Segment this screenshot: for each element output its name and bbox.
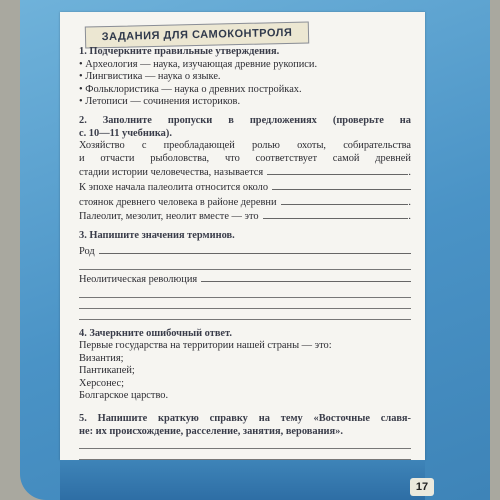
task-4-title: 4. Зачеркните ошибочный ответ. [79, 327, 232, 339]
task-1 [79, 46, 411, 109]
task-2-text: стадии истории человечества, называется [79, 167, 264, 179]
answer-line[interactable] [201, 272, 411, 282]
task-2-fill-row [79, 195, 411, 210]
statement-item[interactable]: • Археология — наука, изучающая древние рукописи. [79, 58, 318, 70]
section-title: ЗАДАНИЯ ДЛЯ САМОКОНТРОЛЯ [85, 21, 309, 48]
answer-option[interactable]: Херсонес; [79, 377, 125, 389]
task-2-fill-row [79, 165, 411, 180]
task-2 [79, 115, 411, 224]
period: . [408, 211, 411, 223]
task-1-title: 1. Подчеркните правильные утверждения. [79, 46, 280, 57]
task-2-title-line1: 2. Заполните пропуски в предложениях (проверьте на [79, 114, 411, 126]
statement-item[interactable]: • Лингвистика — наука о языке. [79, 71, 221, 83]
task-2-text: и отчасти рыболовства, что соответствует самой древней [79, 152, 411, 164]
answer-blank[interactable] [267, 165, 408, 175]
task-2-title-line2: с. 10—11 учебника). [79, 127, 172, 139]
page-content [79, 46, 411, 466]
task-2-text: Палеолит, мезолит, неолит вместе — это [79, 211, 259, 223]
answer-line[interactable] [79, 438, 411, 449]
answer-blank[interactable] [281, 195, 409, 205]
statement-item[interactable]: • Фольклористика — наука о древних постройках. [79, 83, 302, 95]
period: . [408, 196, 411, 208]
answer-line[interactable] [79, 449, 411, 460]
task-4 [79, 328, 411, 404]
term-label: Неолитическая революция [79, 273, 198, 285]
answer-line[interactable] [79, 298, 411, 309]
statement-item[interactable]: • Летописи — сочинения историков. [79, 96, 241, 108]
task-3-title: 3. Напишите значения терминов. [79, 229, 235, 241]
answer-line[interactable] [79, 259, 411, 270]
task-5 [79, 413, 411, 460]
task-5-title-line1: 5. Напишите краткую справку на тему «Восточные славя- [79, 413, 411, 425]
task-2-text: Хозяйство с преобладающей ролью охоты, собирательства [79, 140, 411, 152]
task-5-title-line2: не: их происхождение, расселение, занятия, верования». [79, 425, 343, 437]
answer-option[interactable]: Пантикапей; [79, 365, 135, 377]
term-row [79, 272, 411, 287]
answer-line[interactable] [79, 287, 411, 298]
page-number: 17 [410, 478, 434, 496]
term-label: Род [79, 246, 95, 258]
task-2-text: К эпохе начала палеолита относится около [79, 181, 269, 193]
answer-line[interactable] [99, 244, 411, 254]
task-3 [79, 230, 411, 320]
term-row [79, 244, 411, 259]
answer-blank[interactable] [263, 209, 409, 219]
task-2-fill-row [79, 180, 411, 195]
answer-option[interactable]: Болгарское царство. [79, 390, 169, 402]
answer-blank[interactable] [272, 180, 411, 190]
answer-option[interactable]: Византия; [79, 352, 124, 364]
period: . [408, 167, 411, 179]
task-2-fill-row [79, 209, 411, 224]
task-4-question: Первые государства на территории нашей страны — это: [79, 340, 332, 352]
task-2-text: стоянок древнего человека в районе деревни [79, 196, 277, 208]
answer-line[interactable] [79, 309, 411, 320]
